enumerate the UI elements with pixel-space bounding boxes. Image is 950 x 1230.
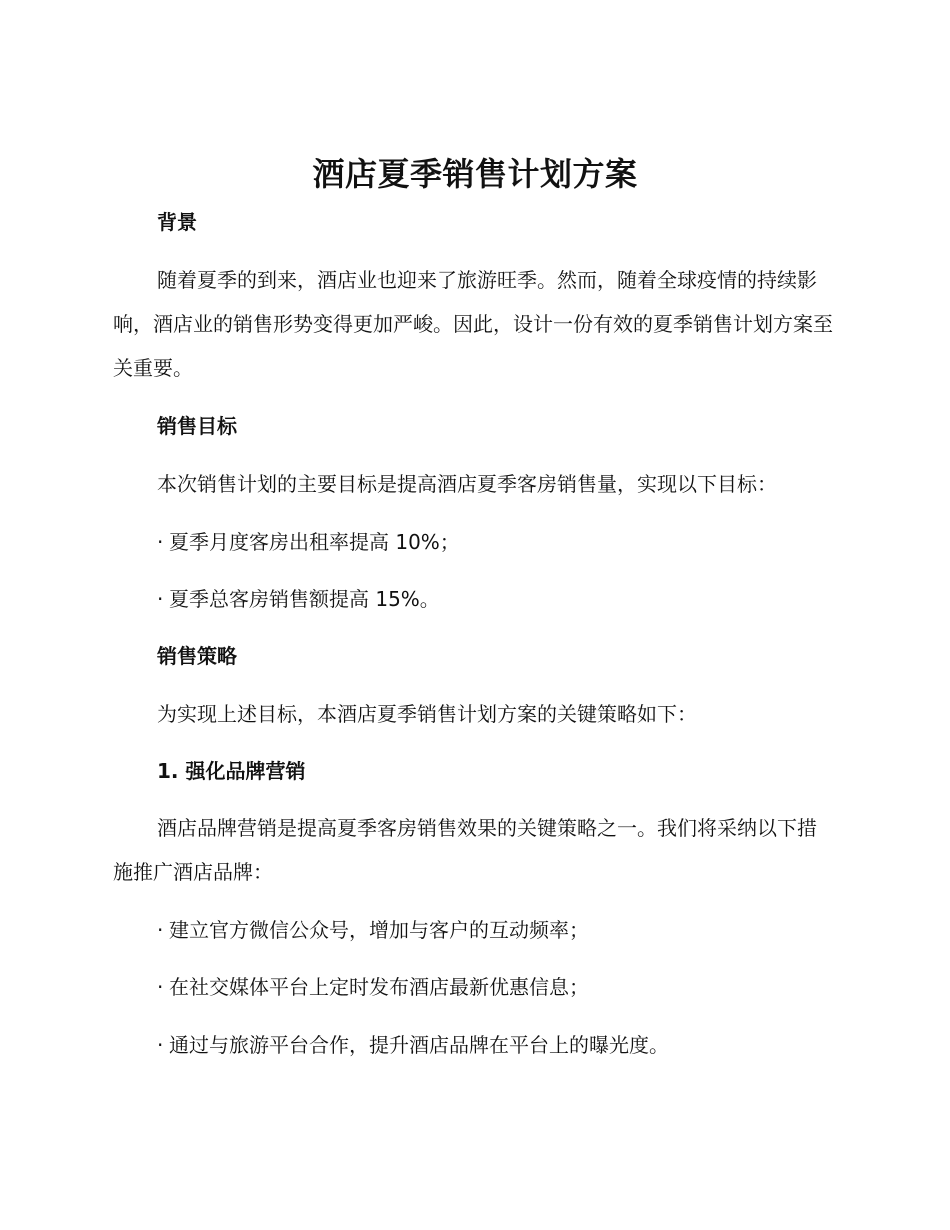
brand-bullet-3-text: 通过与旅游平台合作，提升酒店品牌在平台上的曝光度。: [169, 1033, 669, 1057]
brand-bullet-1-text: 建立官方微信公众号，增加与客户的互动频率；: [169, 918, 589, 942]
paragraph-background: 随着夏季的到来，酒店业也迎来了旅游旺季。然而，随着全球疫情的持续影响，酒店业的销售形势变得更加严峻。因此，设计一份有效的夏季销售计划方案至关重要。: [113, 268, 833, 380]
bullet-symbol: ·: [157, 975, 164, 999]
heading-brand-marketing: 1. 强化品牌营销: [157, 759, 306, 783]
bullet-symbol: ·: [157, 587, 164, 611]
brand-bullet-3: [157, 1030, 669, 1060]
goal-bullet-1: [157, 527, 460, 557]
heading-sales-strategy: 销售策略: [157, 644, 237, 668]
goal-bullet-2-text: 夏季总客房销售额提高 15%。: [169, 587, 440, 611]
bullet-symbol: ·: [157, 918, 164, 942]
brand-bullet-1: [157, 915, 589, 945]
document-title: 酒店夏季销售计划方案: [312, 155, 638, 193]
brand-bullet-2: [157, 972, 589, 1002]
heading-background: 背景: [157, 210, 197, 234]
brand-bullet-2-text: 在社交媒体平台上定时发布酒店最新优惠信息；: [169, 975, 589, 999]
goal-bullet-1-text: 夏季月度客房出租率提高 10%；: [169, 530, 460, 554]
goals-intro: 本次销售计划的主要目标是提高酒店夏季客房销售量，实现以下目标：: [157, 472, 777, 496]
heading-sales-goals: 销售目标: [157, 414, 237, 438]
goal-bullet-2: [157, 584, 440, 614]
bullet-symbol: ·: [157, 530, 164, 554]
bullet-symbol: ·: [157, 1033, 164, 1057]
strategy-intro: 为实现上述目标，本酒店夏季销售计划方案的关键策略如下：: [157, 702, 697, 726]
paragraph-brand-marketing: 酒店品牌营销是提高夏季客房销售效果的关键策略之一。我们将采纳以下措施推广酒店品牌：: [113, 816, 817, 884]
